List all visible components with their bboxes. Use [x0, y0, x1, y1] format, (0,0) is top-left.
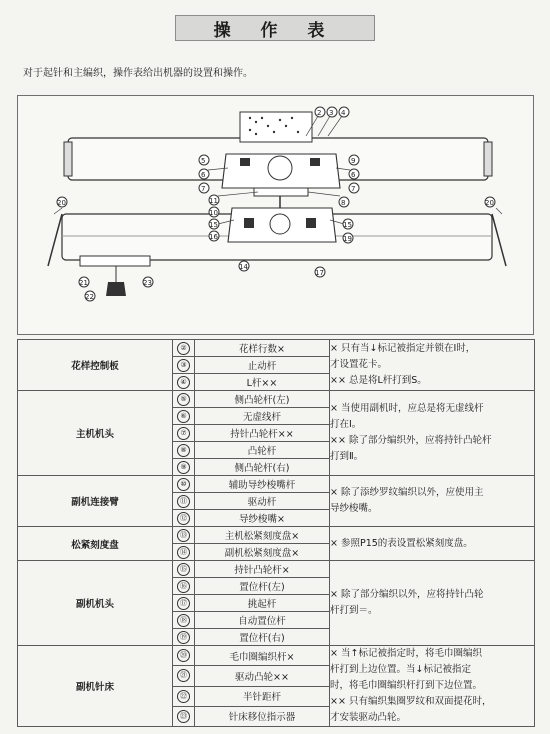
svg-text:3: 3 — [329, 109, 334, 117]
svg-text:20: 20 — [485, 199, 494, 207]
part-name: 凸轮杆 — [195, 442, 330, 459]
operation-table — [17, 339, 535, 727]
part-number — [173, 646, 195, 666]
group-name: 副机机头 — [18, 561, 173, 646]
part-number — [173, 459, 195, 476]
part-name: 驱动杆 — [195, 493, 330, 510]
note-line: 杆打到＝。 — [330, 605, 378, 616]
part-number-badge: ⑮ — [177, 563, 190, 576]
table-row — [18, 391, 535, 408]
part-number-badge: ⑬ — [177, 529, 190, 542]
part-number — [173, 374, 195, 391]
part-number-badge: ⑦ — [177, 427, 190, 440]
svg-text:16: 16 — [209, 233, 218, 241]
svg-text:9: 9 — [351, 157, 356, 165]
svg-text:19: 19 — [343, 235, 352, 243]
part-number — [173, 357, 195, 374]
svg-text:15: 15 — [209, 221, 218, 229]
part-number-badge: ⑲ — [177, 631, 190, 644]
part-number — [173, 442, 195, 459]
part-name: 针床移位指示器 — [195, 706, 330, 726]
svg-text:7: 7 — [201, 185, 206, 193]
group-notes — [330, 391, 535, 476]
part-name: 挑起杆 — [195, 595, 330, 612]
part-number — [173, 578, 195, 595]
table-row — [18, 340, 535, 357]
part-number-badge: ㉒ — [177, 690, 190, 703]
table-row — [18, 561, 535, 578]
table-row — [18, 476, 535, 493]
group-notes — [330, 561, 535, 646]
part-name: 持针凸轮杆× — [195, 561, 330, 578]
table-row — [18, 646, 535, 666]
page-title: 操 作 表 — [175, 15, 375, 41]
note-line: 杆打到上边位置。当↓标记被指定 — [330, 664, 471, 675]
svg-text:8: 8 — [341, 199, 346, 207]
part-name: 导纱梭嘴× — [195, 510, 330, 527]
part-number-badge: ⑯ — [177, 580, 190, 593]
part-name: 置位杆(左) — [195, 578, 330, 595]
note-line: × 参照P15的表设置松紧刻度盘。 — [330, 537, 473, 549]
part-number — [173, 476, 195, 493]
table-row — [18, 527, 535, 544]
note-line: × 除了添纱罗纹编织以外，应使用主 — [330, 487, 484, 498]
note-line: ×× 只有编织集圈罗纹和双面提花时， — [330, 696, 492, 707]
part-number — [173, 686, 195, 706]
part-number — [173, 510, 195, 527]
note-line: ×× 除了部分编织外，应将持针凸轮杆 — [330, 435, 492, 446]
svg-text:23: 23 — [143, 279, 152, 287]
note-line: ×× 总是将L杆打到S。 — [330, 375, 427, 386]
part-name: 持针凸轮杆×× — [195, 425, 330, 442]
part-number — [173, 391, 195, 408]
group-notes — [330, 340, 535, 391]
part-name: 止动杆 — [195, 357, 330, 374]
part-name: 无虚线杆 — [195, 408, 330, 425]
part-name: 侧凸轮杆(右) — [195, 459, 330, 476]
svg-text:6: 6 — [351, 171, 356, 179]
svg-text:20: 20 — [57, 199, 66, 207]
part-number-badge: ⑤ — [177, 393, 190, 406]
note-line: × 除了部分编织以外，应将持针凸轮 — [330, 589, 484, 600]
part-number-badge: ⑪ — [177, 495, 190, 508]
note-line: × 当使用副机时，应总是将无虚线杆 — [330, 403, 484, 414]
note-line: 才安装驱动凸轮。 — [330, 712, 407, 723]
part-name: 自动置位杆 — [195, 612, 330, 629]
part-number-badge: ⑰ — [177, 597, 190, 610]
part-number-badge: ⑭ — [177, 546, 190, 559]
part-number — [173, 425, 195, 442]
part-number — [173, 408, 195, 425]
group-name: 花样控制板 — [18, 340, 173, 391]
group-name: 副机连接臂 — [18, 476, 173, 527]
part-number — [173, 527, 195, 544]
part-name: 侧凸轮杆(左) — [195, 391, 330, 408]
part-name: 主机松紧刻度盘× — [195, 527, 330, 544]
svg-text:5: 5 — [201, 157, 206, 165]
part-name: 驱动凸轮×× — [195, 666, 330, 686]
svg-text:17: 17 — [315, 269, 324, 277]
note-line: × 只有当↓标记被指定并锁在Ⅰ时， — [330, 343, 476, 354]
part-number — [173, 706, 195, 726]
part-number-badge: ㉓ — [177, 710, 190, 723]
svg-text:11: 11 — [209, 197, 218, 205]
part-number — [173, 493, 195, 510]
part-number-badge: ⑱ — [177, 614, 190, 627]
part-number-badge: ④ — [177, 376, 190, 389]
part-number — [173, 595, 195, 612]
part-number-badge: ② — [177, 342, 190, 355]
group-name: 主机机头 — [18, 391, 173, 476]
note-line: 时，将毛巾圈编织杆打到下边位置。 — [330, 680, 483, 691]
note-line: 打到Ⅱ。 — [330, 451, 364, 462]
part-number — [173, 561, 195, 578]
part-number-badge: ⑳ — [177, 649, 190, 662]
machine-diagram — [17, 95, 534, 335]
part-number-badge: ⑫ — [177, 512, 190, 525]
part-name: L杆×× — [195, 374, 330, 391]
intro-text: 对于起针和主编织，操作表给出机器的设置和操作。 — [23, 68, 253, 79]
group-name: 松紧刻度盘 — [18, 527, 173, 561]
svg-text:15: 15 — [343, 221, 352, 229]
part-number — [173, 629, 195, 646]
knitting-machine-illustration — [18, 96, 535, 336]
svg-text:7: 7 — [351, 185, 356, 193]
svg-text:6: 6 — [201, 171, 206, 179]
svg-text:22: 22 — [85, 293, 94, 301]
part-number — [173, 544, 195, 561]
part-number — [173, 340, 195, 357]
group-name: 副机针床 — [18, 646, 173, 727]
note-line: × 当↑标记被指定时，将毛巾圈编织 — [330, 648, 482, 659]
part-number-badge: ⑥ — [177, 410, 190, 423]
part-number — [173, 612, 195, 629]
part-name: 半针距杆 — [195, 686, 330, 706]
svg-text:4: 4 — [341, 109, 346, 117]
part-number-badge: ⑩ — [177, 478, 190, 491]
part-number-badge: ⑨ — [177, 461, 190, 474]
part-number-badge: ③ — [177, 359, 190, 372]
part-number-badge: ⑧ — [177, 444, 190, 457]
svg-text:14: 14 — [239, 263, 248, 271]
part-name: 花样行数× — [195, 340, 330, 357]
part-number-badge: ㉑ — [177, 669, 190, 682]
svg-text:21: 21 — [79, 279, 88, 287]
part-name: 置位杆(右) — [195, 629, 330, 646]
note-line: 打在Ⅰ。 — [330, 419, 362, 430]
part-name: 毛巾圈编织杆× — [195, 646, 330, 666]
group-notes — [330, 476, 535, 527]
group-notes — [330, 646, 535, 727]
svg-text:2: 2 — [317, 109, 322, 117]
part-number — [173, 666, 195, 686]
note-line: 导纱梭嘴。 — [330, 503, 378, 514]
group-notes — [330, 527, 535, 561]
part-name: 副机松紧刻度盘× — [195, 544, 330, 561]
svg-text:10: 10 — [209, 209, 218, 217]
part-name: 辅助导纱梭嘴杆 — [195, 476, 330, 493]
note-line: 才设置花卡。 — [330, 359, 388, 370]
